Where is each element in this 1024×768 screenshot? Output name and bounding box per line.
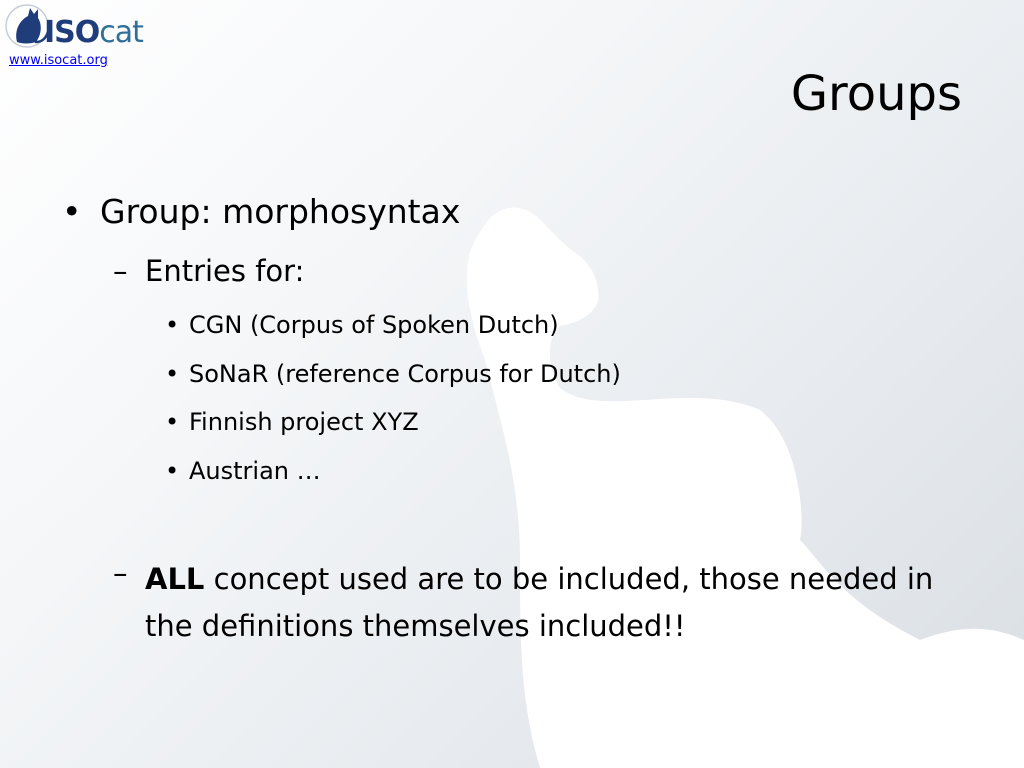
all-note-rest: concept used are to be included, those needed in the definitions themselves included!! <box>145 562 934 643</box>
entry-item-text: SoNaR (reference Corpus for Dutch) <box>189 360 621 388</box>
sub-bullet-text <box>145 556 945 650</box>
entry-item-text: CGN (Corpus of Spoken Dutch) <box>189 311 559 339</box>
logo-brand-cat: cat <box>99 15 143 50</box>
bullet-marker: • <box>165 311 180 339</box>
entry-item-text: Finnish project XYZ <box>189 408 419 436</box>
bullet-text: Group: morphosyntax <box>100 192 461 231</box>
slide-title: Groups <box>790 66 962 122</box>
sub-bullet-text: Entries for: <box>145 254 305 288</box>
dash-marker: – <box>113 254 128 288</box>
bullet-marker: • <box>62 192 82 231</box>
logo-brand-iso: ISO <box>44 15 100 50</box>
bullet-marker: • <box>165 360 180 388</box>
dash-marker: – <box>113 556 128 590</box>
entry-item-text: Austrian … <box>189 457 321 485</box>
logo-wordmark <box>44 15 143 50</box>
bullet-marker: • <box>165 408 180 436</box>
all-emphasis: ALL <box>145 562 205 596</box>
isocat-website-link[interactable]: www.isocat.org <box>9 53 108 68</box>
bullet-marker: • <box>165 457 180 485</box>
isocat-logo <box>2 0 143 54</box>
